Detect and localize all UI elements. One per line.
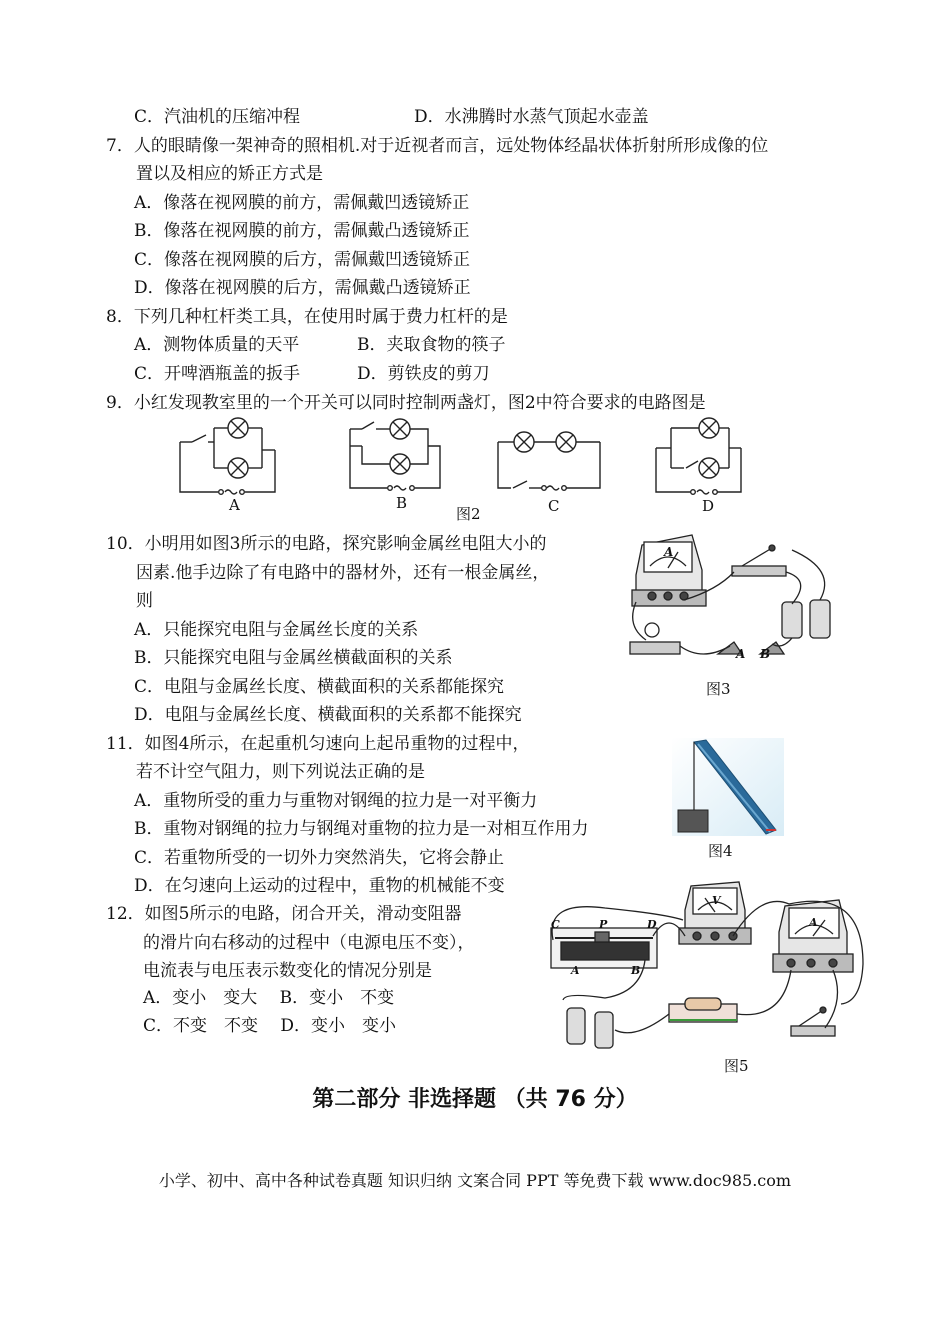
circuit-label-c: C xyxy=(548,497,560,515)
page-footer: 小学、初中、高中各种试卷真题 知识归纳 文案合同 PPT 等免费下载 www.doc985.com xyxy=(158,1171,792,1190)
figure-4-caption: 图4 xyxy=(708,842,733,860)
q12-options-cd: C．不变 不变 D．变小 变小 xyxy=(143,1016,397,1036)
q11-option-a: A．重物所受的重力与重物对钢绳的拉力是一对平衡力 xyxy=(134,791,538,811)
figure-4-crane xyxy=(672,738,784,836)
figure-5-caption: 图5 xyxy=(724,1057,749,1075)
q7-option-d: D．像落在视网膜的后方，需佩戴凸透镜矫正 xyxy=(134,278,471,298)
q7-stem-line2: 置以及相应的矫正方式是 xyxy=(136,164,323,184)
q11-option-c: C．若重物所受的一切外力突然消失，它将会静止 xyxy=(134,848,505,868)
figure-3-clip-b: B xyxy=(760,647,771,661)
q12-stem-line3: 电流表与电压表示数变化的情况分别是 xyxy=(143,961,432,981)
figure-5-voltmeter-label: V xyxy=(712,894,721,907)
circuit-b xyxy=(350,419,440,490)
q11-stem-line2: 若不计空气阻力，则下列说法正确的是 xyxy=(136,762,425,782)
q12-stem-line2: 的滑片向右移动的过程中（电源电压不变）， xyxy=(143,933,475,953)
q10-option-d: D．电阻与金属丝长度、横截面积的关系都不能探究 xyxy=(134,705,522,725)
section-title: 第二部分 非选择题 （共 76 分） xyxy=(312,1087,638,1112)
q8-stem: 8．下列几种杠杆类工具，在使用时属于费力杠杆的是 xyxy=(106,307,508,327)
q12-stem-line1: 12．如图5所示的电路，闭合开关，滑动变阻器 xyxy=(106,904,462,924)
figure-3-apparatus xyxy=(622,530,847,680)
q8-option-b: B．夹取食物的筷子 xyxy=(357,335,506,355)
q8-option-c: C．开啤酒瓶盖的扳手 xyxy=(134,364,301,384)
q10-stem-line3: 则 xyxy=(136,591,153,611)
q12-options-ab: A．变小 变大 B．变小 不变 xyxy=(143,988,395,1008)
q7-option-a: A．像落在视网膜的前方，需佩戴凹透镜矫正 xyxy=(134,193,470,213)
q8-option-d: D．剪铁皮的剪刀 xyxy=(357,364,490,384)
figure-5-rheostat-b: B xyxy=(631,964,641,977)
figure-3-clip-a: A xyxy=(736,647,746,661)
figure-2-caption: 图2 xyxy=(456,505,481,523)
circuit-c xyxy=(498,432,600,490)
circuit-label-d: D xyxy=(702,497,715,515)
figure-5-ammeter-label: A xyxy=(809,916,818,929)
q7-stem-line1: 7．人的眼睛像一架神奇的照相机.对于近视者而言，远处物体经晶状体折射所形成像的位 xyxy=(106,136,769,156)
q6-option-c: C．汽油机的压缩冲程 xyxy=(134,107,301,127)
q10-option-a: A．只能探究电阻与金属丝长度的关系 xyxy=(134,620,419,640)
circuit-label-b: B xyxy=(396,494,408,512)
circuit-a xyxy=(180,418,275,494)
circuit-label-a: A xyxy=(229,496,240,514)
figure-5-rheostat-a: A xyxy=(571,964,580,977)
q11-stem-line1: 11．如图4所示，在起重机匀速向上起吊重物的过程中， xyxy=(106,734,530,754)
circuit-d xyxy=(656,418,741,494)
q10-stem-line1: 10．小明用如图3所示的电路，探究影响金属丝电阻大小的 xyxy=(106,534,547,554)
figure-5-rheostat-p: P xyxy=(599,918,608,931)
figure-5-circuit-apparatus xyxy=(545,880,873,1056)
q11-option-d: D．在匀速向上运动的过程中，重物的机械能不变 xyxy=(134,876,505,896)
figure-5-rheostat-c: C xyxy=(551,918,560,931)
q9-stem: 9．小红发现教室里的一个开关可以同时控制两盏灯，图2中符合要求的电路图是 xyxy=(106,393,706,413)
q8-option-a: A．测物体质量的天平 xyxy=(134,335,300,355)
q7-option-b: B．像落在视网膜的前方，需佩戴凸透镜矫正 xyxy=(134,221,470,241)
figure-3-caption: 图3 xyxy=(706,680,731,698)
q10-stem-line2: 因素.他手边除了有电路中的器材外，还有一根金属丝， xyxy=(136,563,550,583)
q6-option-d: D．水沸腾时水蒸气顶起水壶盖 xyxy=(414,107,649,127)
q10-option-b: B．只能探究电阻与金属丝横截面积的关系 xyxy=(134,648,453,668)
figure-3-meter-label: A xyxy=(664,545,674,559)
q11-option-b: B．重物对钢绳的拉力与钢绳对重物的拉力是一对相互作用力 xyxy=(134,819,589,839)
q7-option-c: C．像落在视网膜的后方，需佩戴凹透镜矫正 xyxy=(134,250,471,270)
figure-5-rheostat-d: D xyxy=(647,918,657,931)
q10-option-c: C．电阻与金属丝长度、横截面积的关系都能探究 xyxy=(134,677,505,697)
